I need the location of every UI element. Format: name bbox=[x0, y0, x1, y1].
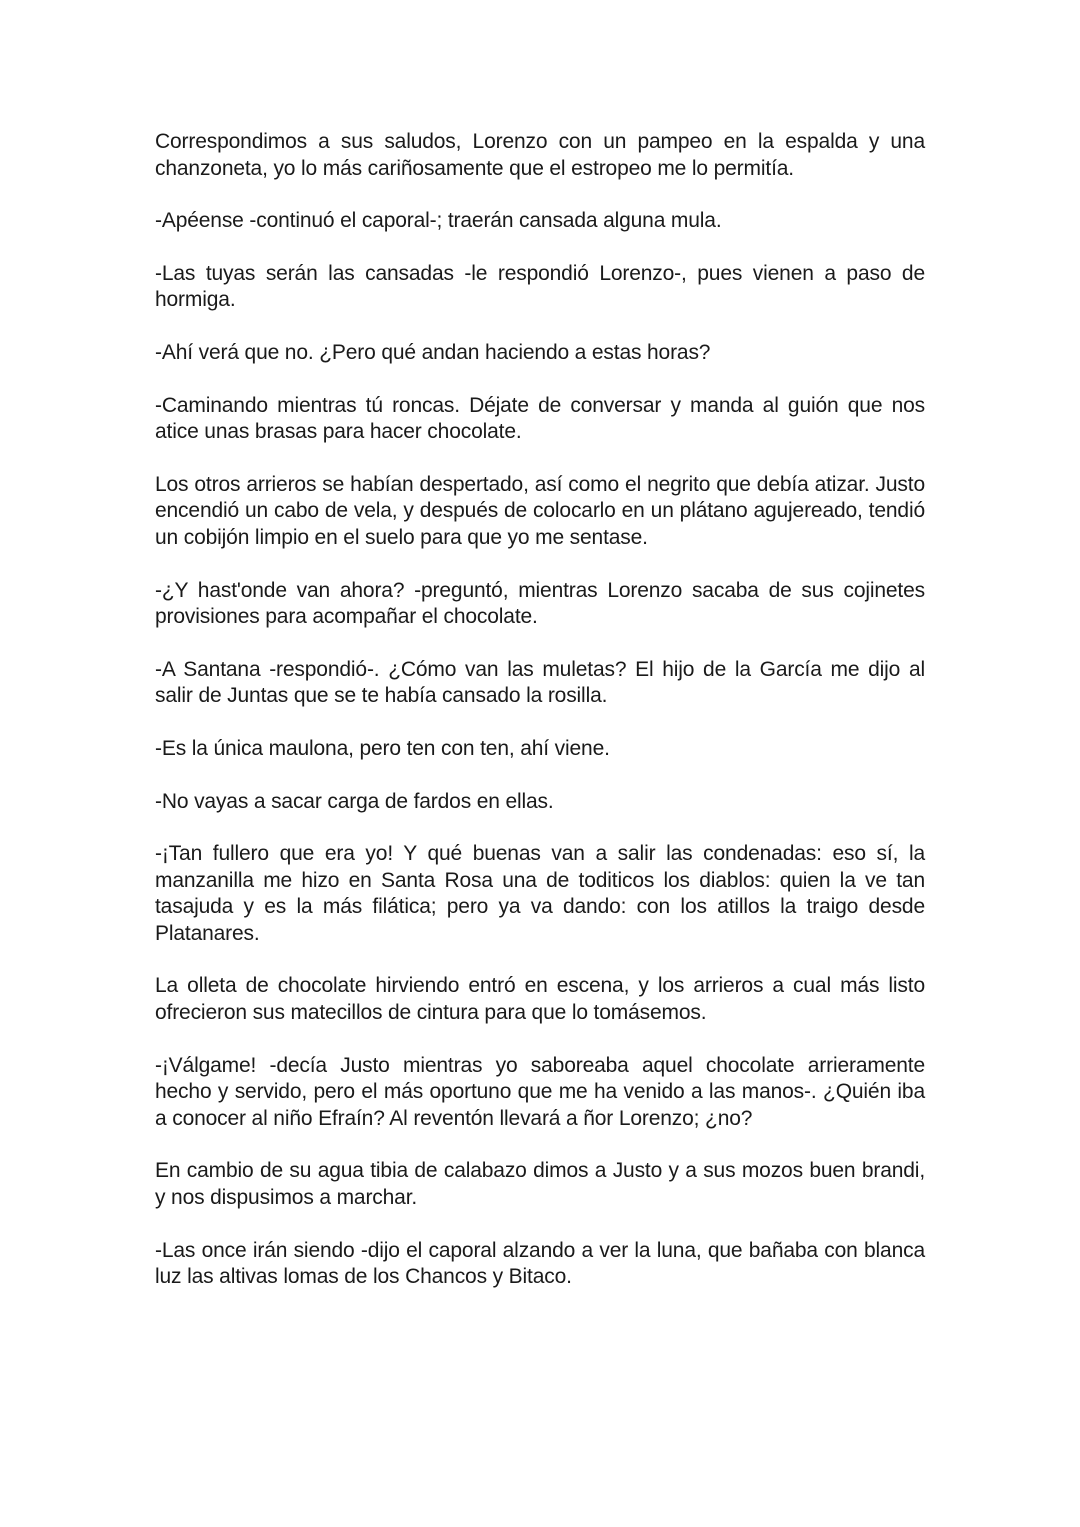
paragraph: -¡Válgame! -decía Justo mientras yo saboreaba aquel chocolate arrieramente hecho y servido, pero el más oportuno que me ha venido a las manos-. ¿Quién iba a conocer al niño Efraín? Al reventón llevará a ñor Lorenzo; ¿no? bbox=[155, 1053, 925, 1130]
paragraph: -Las once irán siendo -dijo el caporal alzando a ver la luna, que bañaba con blanca luz las altivas lomas de los Chancos y Bitaco. bbox=[155, 1238, 925, 1289]
paragraph: -A Santana -respondió-. ¿Cómo van las muletas? El hijo de la García me dijo al salir de Juntas que se te había cansado la rosilla. bbox=[155, 657, 925, 708]
paragraph: Correspondimos a sus saludos, Lorenzo con un pampeo en la espalda y una chanzoneta, yo lo más cariñosamente que el estropeo me lo permitía. bbox=[155, 130, 925, 180]
paragraph: -Ahí verá que no. ¿Pero qué andan haciendo a estas horas? bbox=[155, 340, 711, 364]
paragraph: -Caminando mientras tú roncas. Déjate de conversar y manda al guión que nos atice unas brasas para hacer chocolate. bbox=[155, 393, 925, 444]
paragraph: -Es la única maulona, pero ten con ten, ahí viene. bbox=[155, 736, 610, 760]
paragraph: En cambio de su agua tibia de calabazo dimos a Justo y a sus mozos buen brandi, y nos dispusimos a marchar. bbox=[155, 1159, 925, 1210]
paragraph: -Apéense -continuó el caporal-; traerán cansada alguna mula. bbox=[155, 209, 722, 233]
paragraph: Los otros arrieros se habían despertado, así como el negrito que debía atizar. Justo encendió un cabo de vela, y después de colocarlo en un plátano agujereado, tendió un cobijón limpio en el suelo para que yo me sentase. bbox=[155, 472, 925, 549]
paragraph: -No vayas a sacar carga de fardos en ellas. bbox=[155, 789, 554, 813]
paragraph: -¿Y hast'onde van ahora? -preguntó, mientras Lorenzo sacaba de sus cojinetes provisiones para acompañar el chocolate. bbox=[155, 578, 925, 629]
paragraph: -Las tuyas serán las cansadas -le respondió Lorenzo-, pues vienen a paso de hormiga. bbox=[155, 261, 925, 312]
paragraph: -¡Tan fullero que era yo! Y qué buenas van a salir las condenadas: eso sí, la manzanilla me hizo en Santa Rosa una de toditicos los diablos: quien la ve tan tasajuda y es la más filática; pero ya va dando: con los atillos la traigo desde Platanares. bbox=[155, 842, 925, 945]
paragraph: La olleta de chocolate hirviendo entró en escena, y los arrieros a cual más listo ofrecieron sus matecillos de cintura para que lo tomásemos. bbox=[155, 974, 925, 1025]
document-page bbox=[155, 129, 925, 1317]
